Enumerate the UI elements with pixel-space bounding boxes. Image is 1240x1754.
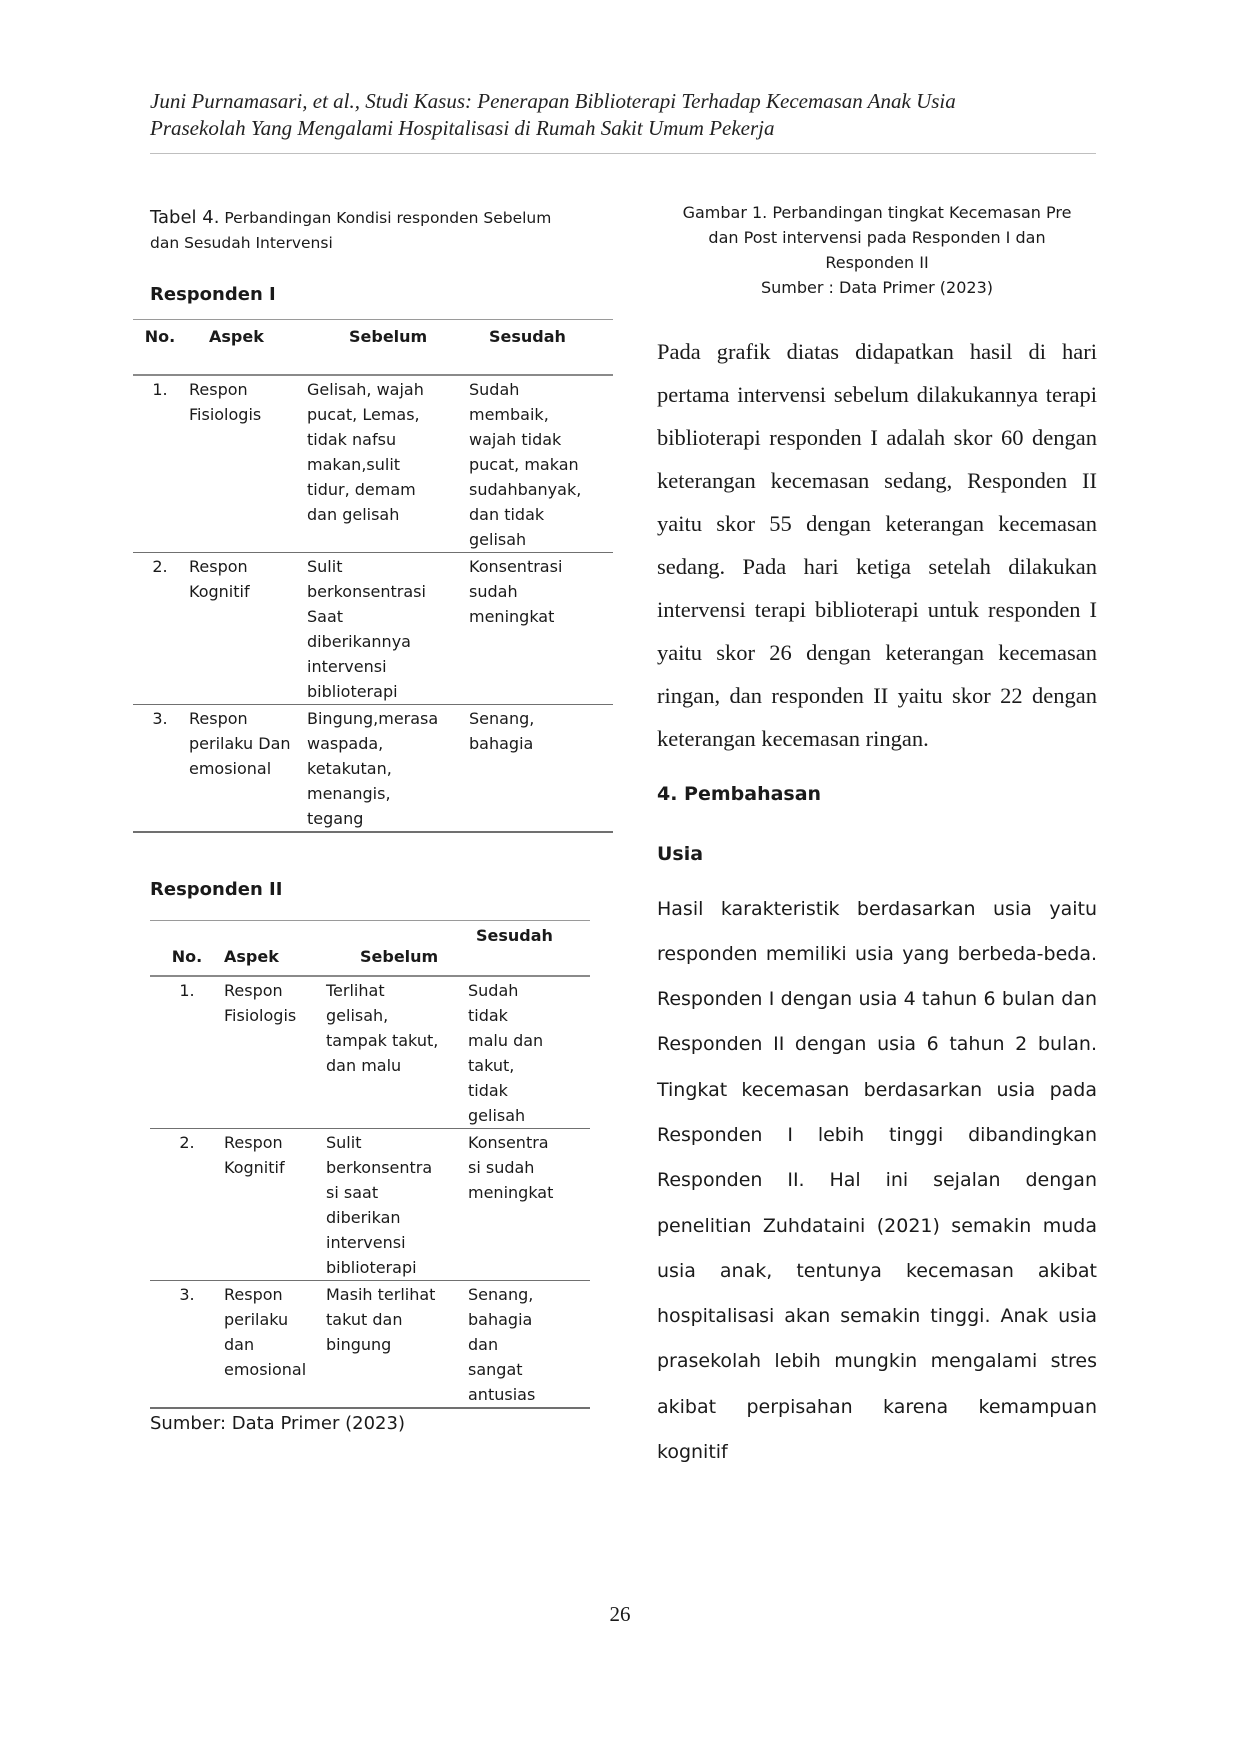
cell-no: 2.	[179, 1133, 195, 1152]
header-sesudah: Sesudah	[489, 327, 566, 346]
header-aspek: Aspek	[209, 327, 264, 346]
table-row	[133, 553, 613, 705]
cell-sebelum	[324, 1129, 466, 1281]
cell-line: bingung	[326, 1335, 392, 1354]
cell-line: biblioterapi	[326, 1258, 417, 1277]
responden2-table-body	[150, 976, 590, 1408]
cell-line: tidak	[468, 1006, 508, 1025]
cell-line: takut dan	[326, 1310, 403, 1329]
figure-caption-line3: Responden II	[825, 253, 929, 272]
header-no: No.	[144, 327, 176, 346]
cell-line: Fisiologis	[189, 405, 262, 424]
cell-line: makan,sulit	[307, 455, 401, 474]
table-row	[133, 375, 613, 553]
cell-line: waspada,	[307, 734, 384, 753]
table-row	[133, 705, 613, 833]
table-header-row	[150, 921, 590, 977]
table-caption	[150, 205, 620, 256]
table-row	[150, 976, 590, 1129]
cell-line: Konsentrasi	[469, 557, 563, 576]
cell-line: si saat	[326, 1183, 379, 1202]
cell-line: bahagia	[469, 734, 534, 753]
cell-line: pucat, makan	[469, 455, 579, 474]
cell-aspek	[187, 705, 305, 833]
cell-line: malu dan	[468, 1031, 544, 1050]
cell-line: membaik,	[469, 405, 549, 424]
cell-sebelum	[305, 375, 465, 553]
cell-line: perilaku Dan	[189, 734, 291, 753]
cell-line: Senang,	[468, 1285, 534, 1304]
cell-line: tampak takut,	[326, 1031, 439, 1050]
cell-line: intervensi	[326, 1233, 406, 1252]
cell-line: Sudah	[468, 981, 519, 1000]
cell-line: biblioterapi	[307, 682, 398, 701]
cell-line: dan tidak	[469, 505, 545, 524]
cell-line: Fisiologis	[224, 1006, 297, 1025]
cell-line: intervensi	[307, 657, 387, 676]
cell-line: dan	[224, 1335, 255, 1354]
cell-sesudah	[466, 1129, 590, 1281]
cell-line: pucat, Lemas,	[307, 405, 420, 424]
cell-line: sangat	[468, 1360, 523, 1379]
responden1-table-body	[133, 375, 613, 832]
cell-sesudah	[465, 705, 613, 833]
cell-line: si sudah	[468, 1158, 535, 1177]
cell-line: sudah	[469, 582, 518, 601]
figure-caption-line1: Gambar 1. Perbandingan tingkat Kecemasan Pre	[682, 203, 1072, 222]
cell-line: menangis,	[307, 784, 391, 803]
cell-line: bahagia	[468, 1310, 533, 1329]
cell-line: dan gelisah	[307, 505, 400, 524]
responden1-table	[133, 319, 613, 833]
cell-line: Terlihat	[326, 981, 385, 1000]
figure-caption-line2: dan Post intervensi pada Responden I dan	[708, 228, 1046, 247]
cell-line: dan	[468, 1335, 499, 1354]
cell-line: meningkat	[469, 607, 555, 626]
cell-line: Kognitif	[189, 582, 250, 601]
cell-line: sudahbanyak,	[469, 480, 582, 499]
cell-sesudah	[466, 976, 590, 1129]
cell-no: 2.	[152, 557, 168, 576]
cell-line: Konsentra	[468, 1133, 549, 1152]
table-row	[150, 1281, 590, 1409]
cell-line: perilaku	[224, 1310, 289, 1329]
cell-aspek	[187, 375, 305, 553]
cell-line: Respon	[189, 709, 248, 728]
running-head-line2: Prasekolah Yang Mengalami Hospitalisasi di Rumah Sakit Umum Pekerja	[150, 116, 775, 140]
page-number: 26	[609, 1602, 631, 1626]
cell-line: Gelisah, wajah	[307, 380, 424, 399]
cell-line: Sulit	[307, 557, 343, 576]
table-caption-label: Tabel 4.	[150, 207, 220, 228]
header-rule	[150, 153, 1096, 154]
cell-aspek	[187, 553, 305, 705]
cell-line: Sudah	[469, 380, 520, 399]
responden2-heading: Responden II	[150, 879, 283, 900]
cell-line: Respon	[224, 981, 283, 1000]
table-row	[150, 1129, 590, 1281]
cell-line: gelisah	[468, 1106, 526, 1125]
cell-line: berkonsentrasi	[307, 582, 426, 601]
responden1-heading: Responden I	[150, 284, 276, 305]
cell-line: tidur, demam	[307, 480, 416, 499]
table-caption-line2: dan Sesudah Intervensi	[150, 234, 333, 252]
cell-line: dan malu	[326, 1056, 402, 1075]
header-no: No.	[171, 947, 203, 966]
cell-aspek	[224, 1129, 324, 1281]
header-sebelum: Sebelum	[360, 947, 439, 966]
table-header-row	[133, 320, 613, 376]
cell-sebelum	[305, 705, 465, 833]
cell-line: diberikannya	[307, 632, 411, 651]
responden2-table	[150, 920, 590, 1409]
cell-line: wajah tidak	[469, 430, 562, 449]
cell-line: Bingung,merasa	[307, 709, 439, 728]
header-sebelum: Sebelum	[349, 327, 428, 346]
cell-line: Respon	[189, 380, 248, 399]
cell-line: antusias	[468, 1385, 536, 1404]
cell-line: gelisah	[469, 530, 527, 549]
cell-no: 3.	[152, 709, 168, 728]
header-sesudah: Sesudah	[476, 926, 553, 945]
cell-line: emosional	[189, 759, 272, 778]
figure-caption-line4: Sumber : Data Primer (2023)	[761, 278, 993, 297]
table-source: Sumber: Data Primer (2023)	[150, 1413, 405, 1434]
cell-line: emosional	[224, 1360, 307, 1379]
cell-line: diberikan	[326, 1208, 401, 1227]
cell-sesudah	[465, 375, 613, 553]
cell-line: Kognitif	[224, 1158, 285, 1177]
cell-sesudah	[466, 1281, 590, 1409]
cell-line: Saat	[307, 607, 344, 626]
cell-sebelum	[324, 1281, 466, 1409]
cell-line: Sulit	[326, 1133, 362, 1152]
subsection-heading: Usia	[657, 842, 704, 865]
left-column	[144, 205, 620, 1434]
cell-line: ketakutan,	[307, 759, 392, 778]
cell-line: Senang,	[469, 709, 535, 728]
cell-line: Respon	[224, 1285, 283, 1304]
table-caption-line1: Perbandingan Kondisi responden Sebelum	[224, 209, 552, 227]
cell-no: 1.	[152, 380, 168, 399]
cell-line: tegang	[307, 809, 364, 828]
cell-no: 1.	[179, 981, 195, 1000]
cell-line: takut,	[468, 1056, 515, 1075]
running-head	[150, 88, 1100, 142]
cell-sebelum	[305, 553, 465, 705]
figure-caption	[657, 200, 1097, 300]
cell-no: 3.	[179, 1285, 195, 1304]
section-heading: 4. Pembahasan	[657, 782, 822, 805]
results-paragraph: Pada grafik diatas didapatkan hasil di hari pertama intervensi sebelum dilakukannya terapi biblioterapi responden I adalah skor 60 dengan keterangan kecemasan sedang, Responden II yaitu skor 55 dengan keterangan kecemasan sedang. Pada hari ketiga setelah dilakukan intervensi terapi biblioterapi untuk responden I yaitu skor 26 dengan keterangan kecemasan ringan, dan responden II yaitu skor 22 dengan keterangan kecemasan ringan.	[657, 339, 1097, 751]
discussion-paragraph: Hasil karakteristik berdasarkan usia yaitu responden memiliki usia yang berbeda-beda. Responden I dengan usia 4 tahun 6 bulan dan Responden II dengan usia 6 tahun 2 bulan. Tingkat kecemasan berdasarkan usia pada Responden I lebih tinggi dibandingkan Responden II. Hal ini sejalan dengan penelitian Zuhdataini (2021) semakin muda usia anak, tentunya kecemasan akibat hospitalisasi akan semakin tinggi. Anak usia prasekolah lebih mungkin mengalami stres akibat perpisahan karena kemampuan kognitif	[657, 897, 1097, 1464]
cell-line: gelisah,	[326, 1006, 389, 1025]
running-head-line1: Juni Purnamasari, et al., Studi Kasus: Penerapan Biblioterapi Terhadap Kecemasan Anak Usia	[150, 89, 956, 113]
right-column	[657, 200, 1097, 1494]
cell-sesudah	[465, 553, 613, 705]
cell-line: meningkat	[468, 1183, 554, 1202]
cell-aspek	[224, 976, 324, 1129]
cell-line: tidak	[468, 1081, 508, 1100]
cell-line: Respon	[189, 557, 248, 576]
cell-line: tidak nafsu	[307, 430, 397, 449]
cell-line: Respon	[224, 1133, 283, 1152]
cell-aspek	[224, 1281, 324, 1409]
cell-sebelum	[324, 976, 466, 1129]
header-aspek: Aspek	[224, 947, 279, 966]
cell-line: berkonsentra	[326, 1158, 433, 1177]
cell-line: Masih terlihat	[326, 1285, 436, 1304]
